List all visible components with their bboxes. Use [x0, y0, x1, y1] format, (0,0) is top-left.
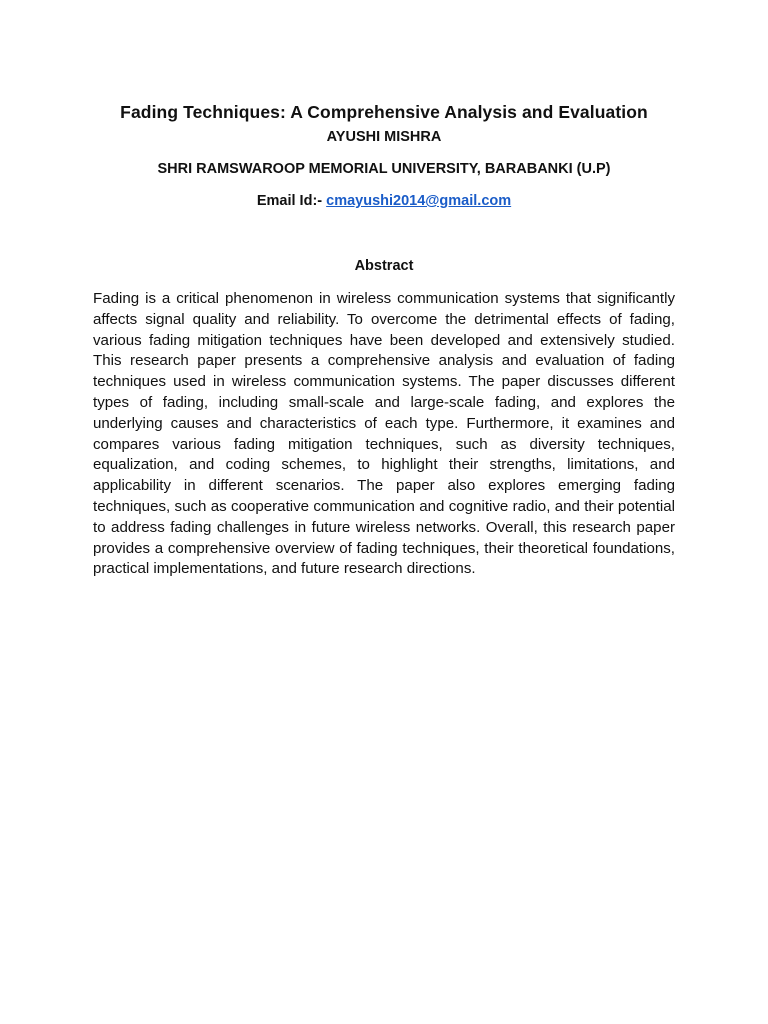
abstract-heading: Abstract: [354, 258, 414, 274]
email-label: Email Id:-: [256, 193, 323, 209]
email-link[interactable]: cmayushi2014@gmail.com: [326, 193, 512, 209]
paper-title: Fading Techniques: A Comprehensive Analysis and Evaluation: [120, 102, 648, 122]
author-name: AYUSHI MISHRA: [326, 129, 442, 145]
abstract-text: Fading is a critical phenomenon in wireless communication systems that significantly affects signal quality and reliability. To overcome the detrimental effects of fading, various fading mitigation techniques have been developed and extensively studied. This research paper presents a comprehensive analysis and evaluation of fading techniques used in wireless communication systems. The paper discusses different types of fading, including small-scale and large-scale fading, and explores the underlying causes and characteristics of each type. Furthermore, it examines and compares various fading mitigation techniques, such as diversity techniques, equalization, and coding schemes, to highlight their strengths, limitations, and applicability in different scenarios. The paper also explores emerging fading techniques, such as cooperative communication and cognitive radio, and their potential to address fading challenges in future wireless networks. Overall, this research paper provides a comprehensive overview of fading techniques, their theoretical foundations, practical implementations, and future research directions.: [93, 290, 675, 578]
email-line: [0, 193, 768, 209]
author-affiliation: SHRI RAMSWAROOP MEMORIAL UNIVERSITY, BARABANKI (U.P): [157, 161, 611, 177]
